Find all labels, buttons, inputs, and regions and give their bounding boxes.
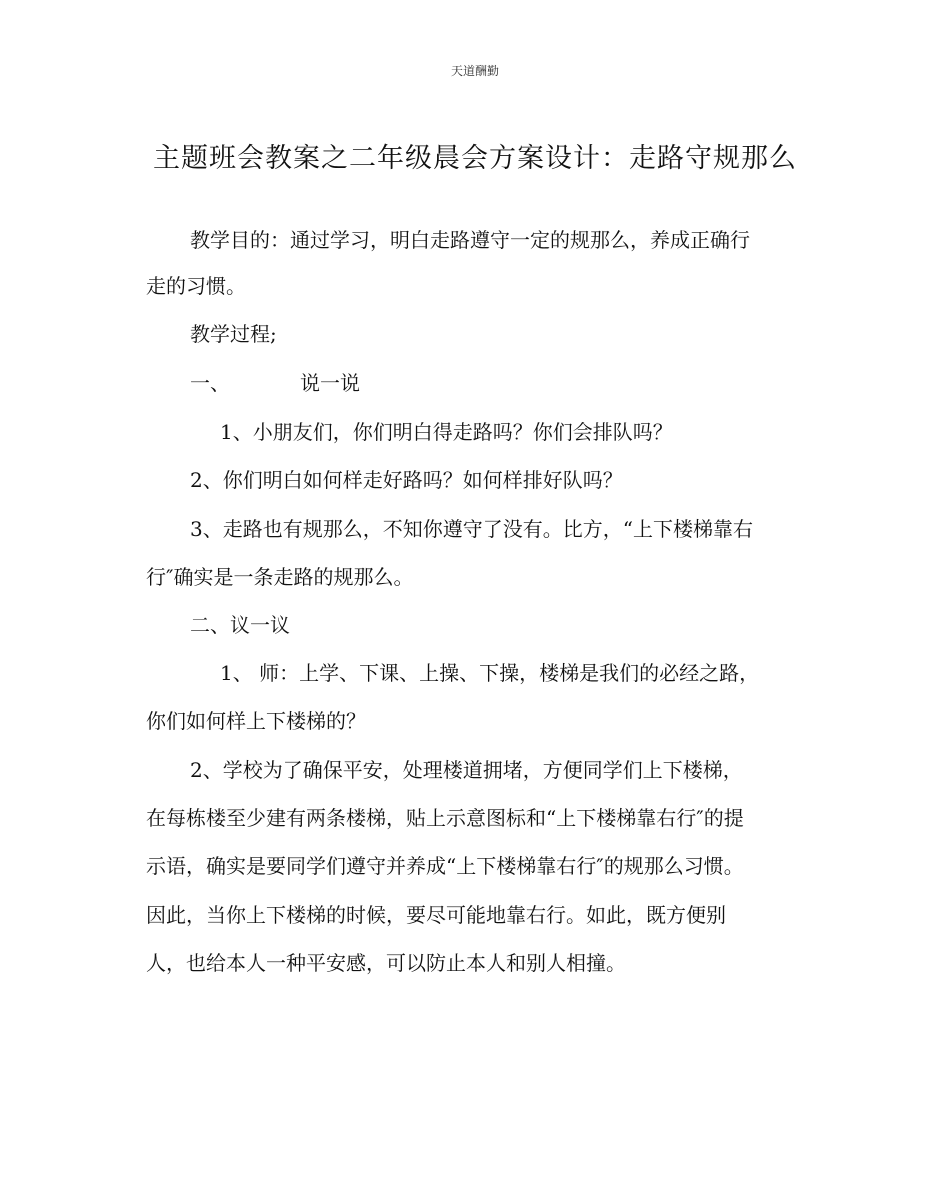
- list-item: 2、学校为了确保平安，处理楼道拥堵，方便同学们上下楼梯，: [190, 758, 743, 782]
- section-title: 说一说: [300, 371, 360, 395]
- page-header: 天道酬勤: [450, 64, 499, 78]
- list-item: 1、小朋友们，你们明白得走路吗？你们会排队吗？: [220, 420, 673, 444]
- section-heading-one: [190, 369, 360, 397]
- list-item: 1、 师：上学、下课、上操、下操，楼梯是我们的必经之路，: [220, 661, 760, 685]
- list-item: 2、你们明白如何样走好路吗？如何样排好队吗？: [190, 468, 623, 492]
- section-heading-two: 二、议一议: [190, 613, 290, 637]
- paragraph-line: 示语，确实是要同学们遵守并养成“上下楼梯靠右行″的规那么习惯。: [146, 854, 744, 878]
- paragraph-line: 你们如何样上下楼梯的？: [146, 709, 366, 733]
- paragraph-line: 在每栋楼至少建有两条楼梯，贴上示意图标和“上下楼梯靠右行″的提: [146, 806, 744, 830]
- document-title: 主题班会教案之二年级晨会方案设计：走路守规那么: [153, 143, 797, 174]
- paragraph-line: 教学过程;: [190, 322, 277, 346]
- list-item: 3、走路也有规那么，不知你遵守了没有。比方，“上下楼梯靠右: [190, 517, 753, 541]
- section-number: 一、: [190, 371, 230, 395]
- paragraph-line: 行″确实是一条走路的规那么。: [146, 565, 414, 589]
- paragraph-line: 人，也给本人一种平安感，可以防止本人和别人相撞。: [146, 951, 626, 975]
- paragraph-line: 教学目的：通过学习，明白走路遵守一定的规那么，养成正确行: [190, 228, 750, 252]
- paragraph-line: 因此，当你上下楼梯的时候，要尽可能地靠右行。如此，既方便别: [146, 903, 726, 927]
- paragraph-line: 走的习惯。: [146, 274, 246, 298]
